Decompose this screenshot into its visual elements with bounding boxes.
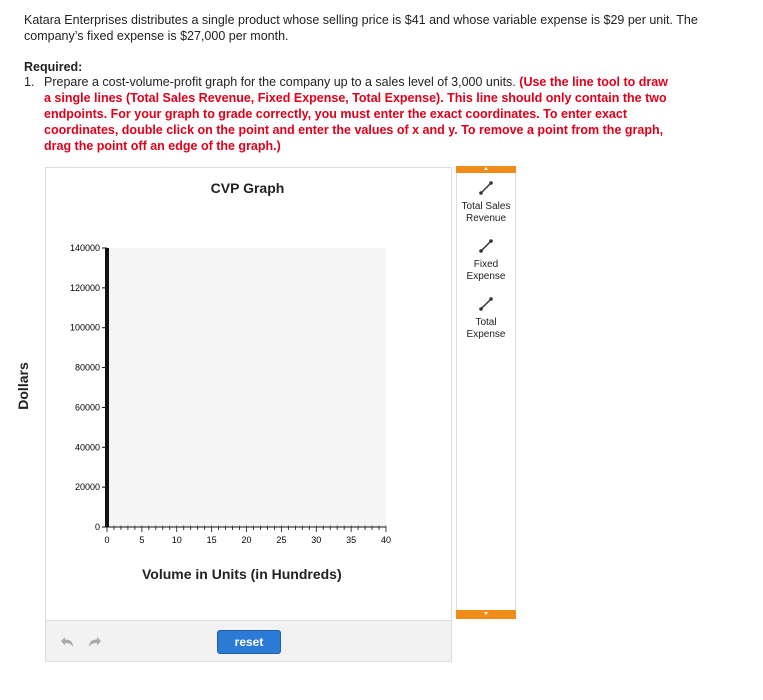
undo-icon[interactable] [58, 634, 76, 650]
y-tick-label: 140000 [69, 243, 100, 253]
x-tick-label: 20 [241, 535, 252, 545]
requirement-text: Prepare a cost-volume-profit graph for the company up to a sales level of 3,000 units. [44, 75, 516, 89]
scroll-down-icon [484, 612, 488, 615]
x-tick-label: 40 [380, 535, 392, 545]
y-tick-label: 60000 [74, 402, 100, 413]
y-tick-label: 20000 [74, 482, 100, 493]
x-tick-label: 0 [104, 535, 110, 545]
scroll-up-bar[interactable] [456, 166, 516, 173]
required-heading: Required: [24, 60, 83, 74]
x-axis-title: Volume in Units (in Hundreds) [142, 566, 342, 582]
y-tick-label: 40000 [74, 442, 100, 453]
x-tick-label: 5 [139, 535, 145, 545]
line-tool-icon [478, 296, 494, 312]
line-tool-icon [478, 238, 494, 254]
tool-label-line1: Fixed [473, 259, 499, 270]
tool-label-line2: Revenue [465, 213, 507, 224]
x-tick-label: 10 [171, 535, 182, 545]
y-axis [105, 248, 109, 527]
y-tick-label: 100000 [69, 322, 100, 333]
x-tick-label: 15 [206, 535, 217, 545]
tool-palette [456, 167, 516, 619]
tool-total-sales-revenue[interactable] [457, 180, 515, 225]
problem-statement: Katara Enterprises distributes a single product whose selling price is $41 and whose variable expense is $29 per unit. The company’s fixed expense is $27,000 per month. [24, 13, 698, 43]
reset-button[interactable]: reset [217, 630, 281, 654]
tool-label-line1: Total Sales [461, 201, 511, 212]
requirement-number: 1. [24, 75, 35, 89]
y-tick-label: 120000 [69, 282, 100, 293]
y-tick-label: 80000 [74, 362, 100, 373]
scroll-up-icon [484, 167, 488, 170]
x-tick-label: 35 [346, 535, 357, 545]
x-tick-label: 30 [311, 535, 322, 545]
tool-fixed-expense[interactable] [457, 238, 515, 283]
y-axis-title: Dollars [15, 362, 31, 410]
graph-title: CVP Graph [210, 180, 285, 196]
tool-label-line1: Total [475, 317, 497, 328]
tool-total-expense[interactable] [457, 296, 515, 341]
redo-icon[interactable] [86, 634, 104, 650]
requirement-instructions: (Use the line tool to draw a single lines (Total Sales Revenue, Fixed Expense, Total Expense). This line should only contain the two endpoints. For your graph to grade correctly, you must enter the exact coordinates. To enter exact coordinates, double click on the point and enter the values of x and y. To remove a point from the graph, drag the point off an edge of the graph.) [44, 75, 668, 153]
plot-area[interactable] [109, 248, 386, 527]
y-tick-label: 0 [94, 522, 100, 532]
x-tick-label: 25 [276, 535, 287, 545]
tool-label-line2: Expense [466, 329, 506, 340]
scroll-down-bar[interactable] [456, 610, 516, 619]
line-tool-icon [478, 180, 494, 196]
tool-label-line2: Expense [466, 271, 506, 282]
